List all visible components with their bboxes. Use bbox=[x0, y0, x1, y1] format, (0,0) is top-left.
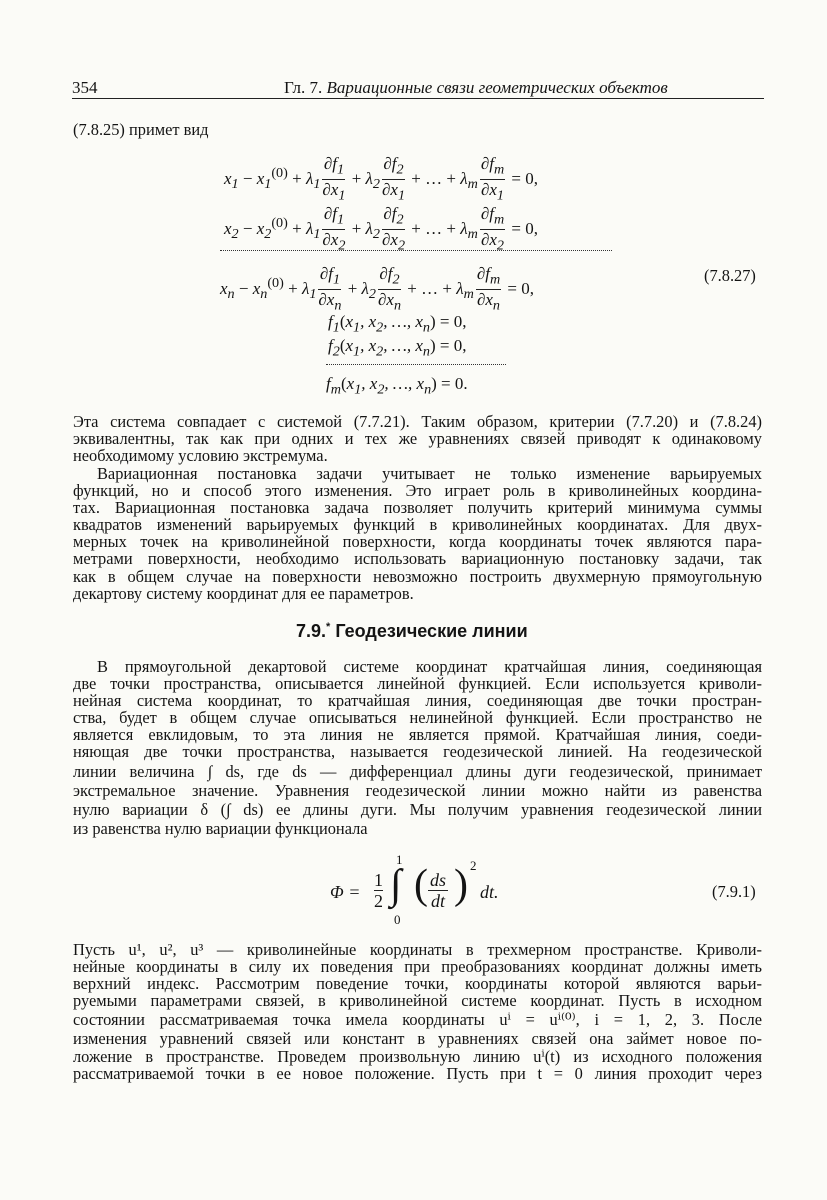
para2-line: как в общем случае на поверхности невозможно построить двухмерную прямоугольную bbox=[73, 566, 762, 586]
equation-row-1: $x_1 - x_1^{(0)} + \lambda_1$ $\frac{\partial f_1}{\partial x_1}$ + $\lambda_2$ $\frac{\partial f_2}{\partial x_1}$ + … + $\lambda_m$ $\frac{\partial f_m}{\partial x_1}$ = 0, bbox=[224, 154, 539, 204]
para3-line: экстремальное значение. Уравнения геодезической линии можно найти из равенства bbox=[73, 780, 762, 800]
coef-den: 2 bbox=[374, 891, 383, 911]
paragraph-2 bbox=[73, 465, 762, 602]
formula-coef bbox=[374, 870, 383, 911]
section-number: 7.9. bbox=[296, 621, 327, 641]
equation-number-791: (7.9.1) bbox=[712, 882, 756, 901]
power: 2 bbox=[470, 858, 477, 873]
para2-line: квадратов изменений варьируемых функций в криволинейных координатах. Для двух- bbox=[73, 515, 762, 535]
para3-line: няющая две точки пространства, называется геодезической линией. На геодезической bbox=[73, 742, 762, 762]
inner-fraction bbox=[428, 870, 448, 911]
para4-line: руемыми параметрами связей, в криволинейной системе координат. Пусть в исходном bbox=[73, 991, 762, 1011]
integral-upper: 1 bbox=[396, 852, 403, 867]
para3-line: нейная система координат, то кратчайшая линия, соединяющая две точки простран- bbox=[73, 691, 762, 711]
para2-line: декартову систему координат для ее параметров. bbox=[73, 583, 414, 603]
constraint-2: $f_2(x_1$, $x_2$, …, $x_n) = 0$, bbox=[328, 336, 467, 360]
para3-line: В прямоугольной декартовой системе координат кратчайшая линия, соединяющая bbox=[97, 657, 762, 676]
para4-line: ложение в пространстве. Проведем произвольную линию uⁱ(t) из исходного положения bbox=[73, 1046, 762, 1066]
para3-line: является евклидовым, то эта линия не является прямой. Кратчайшая линия, соеди- bbox=[73, 725, 762, 745]
para1-line: эквивалентны, так как при одних и тех же уравнениях связей приводят к одинаковому bbox=[73, 429, 762, 449]
para1-line: Эта система совпадает с системой (7.7.21). Таким образом, критерии (7.7.20) и (7.8.24) bbox=[73, 412, 762, 431]
para4-line: состоянии рассматриваемая точка имела координаты uⁱ = uⁱ⁽⁰⁾, i = 1, 2, 3. После bbox=[73, 1010, 762, 1030]
paragraph-4 bbox=[73, 941, 762, 1082]
para2-line: тах. Вариационная постановка задача позволяет получить критерий минимума суммы bbox=[73, 498, 762, 518]
running-header bbox=[72, 76, 764, 99]
section-heading bbox=[296, 621, 528, 642]
para4-line: рассматриваемой точки в ее новое положение. Пусть при t = 0 линия проходит через bbox=[73, 1063, 762, 1083]
section-star: * bbox=[326, 621, 331, 633]
para3-line: линии величина ∫ ds, где ds — дифференциал длины дуги геодезической, принимает bbox=[73, 761, 762, 781]
para4-line: нейные координаты в силу их поведения при преобразованиях координат должны иметь bbox=[73, 957, 762, 977]
equation-row-n: $x_n - x_n^{(0)} + \lambda_1$ $\frac{\partial f_1}{\partial x_n}$ + $\lambda_2$ $\frac{\partial f_2}{\partial x_n}$ + … + $\lambda_m$ $\frac{\partial f_m}{\partial x_n}$ = 0, bbox=[220, 264, 535, 314]
constraint-1: $f_1(x_1$, $x_2$, …, $x_n) = 0$, bbox=[328, 312, 467, 336]
para1-line: необходимому условию экстремума. bbox=[73, 446, 328, 466]
chapter-name: Вариационные связи геометрических объектов bbox=[326, 78, 668, 97]
paragraph-1 bbox=[73, 413, 762, 464]
equation-system bbox=[200, 148, 620, 398]
section-title: Геодезические линии bbox=[335, 621, 528, 641]
coef-num: 1 bbox=[374, 870, 383, 890]
right-paren: ) bbox=[454, 862, 468, 908]
para4-line: изменения уравнений связей или констант в уравнениях связей она займет новое по- bbox=[73, 1029, 762, 1049]
integral-sign: ∫ bbox=[390, 862, 402, 908]
para3-line: нулю вариации δ (∫ ds) ее длины дуги. Мы получим уравнения геодезической линии bbox=[73, 799, 762, 819]
chapter-title bbox=[284, 78, 668, 98]
paragraph-3 bbox=[73, 658, 762, 837]
para3-line: из равенства нулю вариации функционала bbox=[73, 818, 368, 838]
formula-lhs: Φ = bbox=[330, 882, 361, 902]
para4-line: верхний индекс. Рассмотрим поведение точки, координаты которой являются варьи- bbox=[73, 974, 762, 994]
chapter-prefix: Гл. 7. bbox=[284, 78, 323, 97]
dotted-separator bbox=[220, 250, 612, 251]
left-paren: ( bbox=[414, 862, 428, 908]
page-number: 354 bbox=[72, 78, 98, 97]
para2-line: функций, но и способ этого изменения. Это играет роль в криволинейных координа- bbox=[73, 481, 762, 501]
inner-num: ds bbox=[430, 870, 447, 890]
constraint-m: $f_m(x_1$, $x_2$, …, $x_n) = 0$. bbox=[326, 374, 468, 398]
para2-line: мерных точек на криволинейной поверхности, когда координаты точек являются пара- bbox=[73, 532, 762, 552]
functional-formula bbox=[330, 852, 530, 927]
para2-line: метрами поверхности, необходимо использовать вариационную постановку задачи, так bbox=[73, 549, 762, 569]
integral-lower: 0 bbox=[394, 912, 401, 927]
formula-tail: dt. bbox=[480, 882, 499, 902]
equation-row-2: $x_2 - x_2^{(0)} + \lambda_1$ $\frac{\partial f_1}{\partial x_2}$ + $\lambda_2$ $\frac{\partial f_2}{\partial x_2}$ + … + $\lambda_m$ $\frac{\partial f_m}{\partial x_2}$ = 0, bbox=[224, 204, 539, 254]
para4-line: Пусть u¹, u², u³ — криволинейные координаты в трехмерном пространстве. Криволи- bbox=[73, 940, 762, 959]
para2-line: Вариационная постановка задачи учитывает не только изменение варьируемых bbox=[97, 464, 762, 483]
equation-number-7827: (7.8.27) bbox=[704, 266, 756, 285]
para3-line: ства, будет в общем случае описываться нелинейной функцией. Если пространство не bbox=[73, 708, 762, 728]
intro-line: (7.8.25) примет вид bbox=[73, 120, 209, 139]
para3-line: две точки пространства, описывается линейной функцией. Если используется криволи- bbox=[73, 674, 762, 694]
inner-den: dt bbox=[431, 891, 446, 911]
dotted-separator-2 bbox=[326, 364, 506, 365]
